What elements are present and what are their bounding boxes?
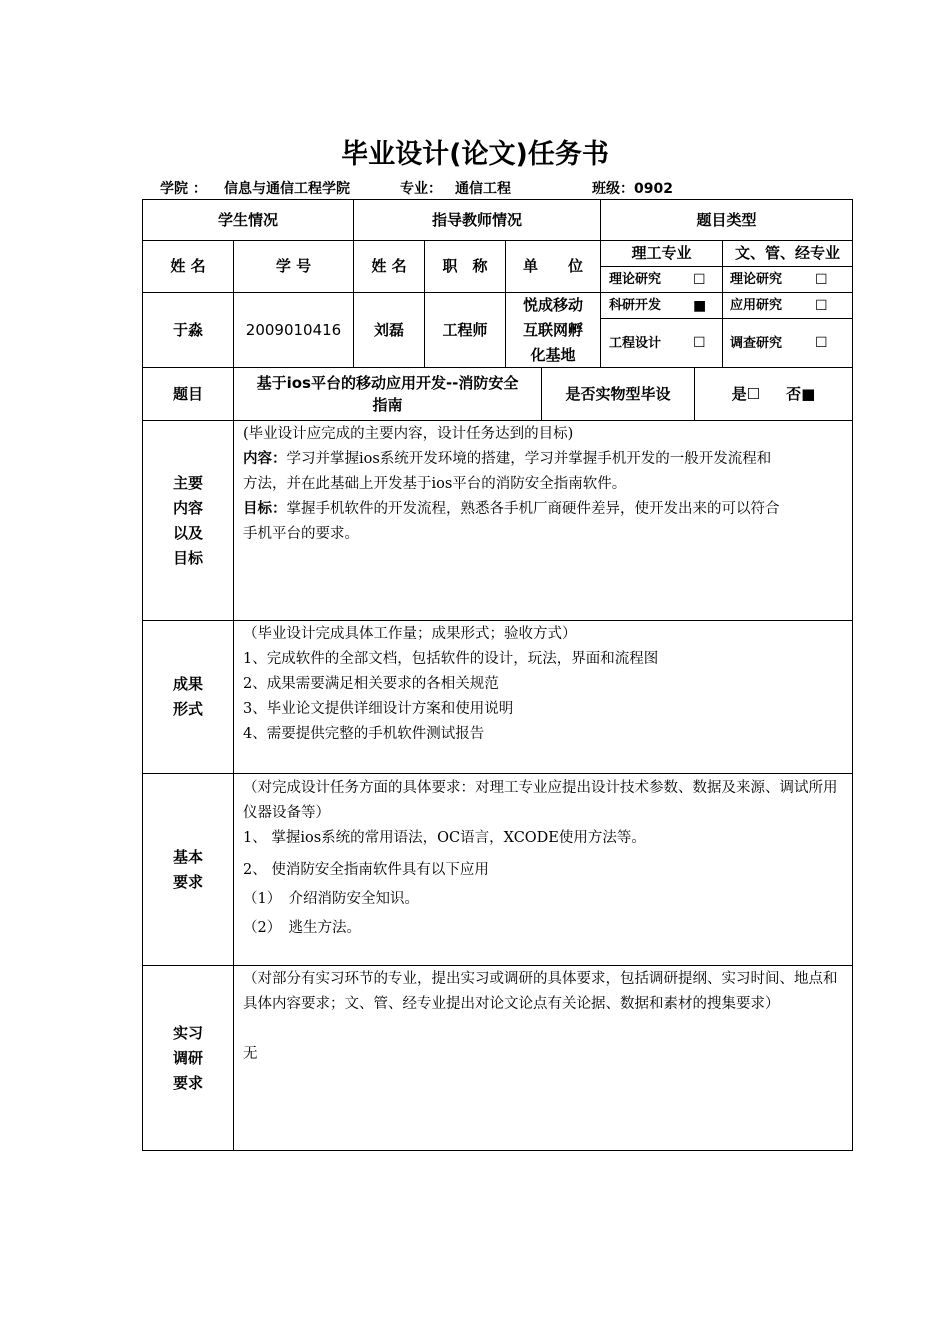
main-label-line: 以及 — [172, 523, 203, 542]
requirements-note-line2: 仪器设备等） — [243, 805, 330, 821]
page-title: 毕业设计(论文)任务书 — [341, 139, 609, 170]
internship-content: 无 — [243, 1046, 258, 1062]
results-label — [143, 621, 233, 773]
college-value: 信息与通信工程学院 — [224, 181, 350, 197]
advisor-name: 刘磊 — [373, 320, 404, 339]
results-label-line: 成果 — [172, 675, 203, 693]
goal-line1: 掌握手机软件的开发流程，熟悉各手机厂商硬件差异，使开发出来的可以符合 — [286, 501, 780, 517]
main-label-line: 目标 — [172, 548, 203, 567]
col-liberal: 文、管、经专业 — [734, 244, 840, 262]
student-name: 于淼 — [172, 320, 203, 339]
requirements-label-line: 基本 — [172, 847, 203, 866]
goal-label: 目标： — [243, 501, 287, 517]
type-sci-research: 科研开发 — [609, 298, 662, 313]
advisor-unit-line: 悦成移动 — [522, 295, 583, 314]
internship-label-line: 实习 — [172, 1023, 203, 1042]
main-content — [243, 447, 848, 472]
type-lib-theory: 理论研究 — [730, 272, 783, 287]
section-student: 学生情况 — [217, 210, 278, 229]
col-advisor-unit: 单 位 — [522, 257, 583, 275]
requirements-body — [243, 776, 848, 941]
topic-text-line: 指南 — [372, 396, 403, 414]
requirements-item2: 2、 使消防安全指南软件具有以下应用 — [243, 862, 489, 878]
type-sci-theory: 理论研究 — [609, 272, 662, 287]
checkbox-lib-survey[interactable]: ☐ — [815, 335, 828, 351]
checkbox-sci-engineering[interactable]: ☐ — [693, 335, 706, 351]
student-id: 2009010416 — [245, 320, 342, 339]
col-science: 理工专业 — [631, 244, 692, 262]
content-line1: 学习并掌握ios系统开发环境的搭建，学习并掌握手机开发的一般开发流程和 — [286, 451, 772, 467]
internship-label-line: 要求 — [172, 1073, 203, 1092]
advisor-unit — [506, 293, 600, 367]
physical-label: 是否实物型毕设 — [565, 384, 671, 403]
col-student-id: 学 号 — [275, 257, 312, 275]
type-lib-applied: 应用研究 — [730, 298, 783, 313]
internship-label — [143, 966, 233, 1150]
results-body — [243, 622, 848, 747]
major-label: 专业： — [400, 181, 442, 197]
advisor-unit-line: 互联网孵 — [522, 320, 583, 339]
internship-label-line: 调研 — [172, 1048, 203, 1067]
main-label — [143, 421, 233, 620]
college-label: 学院 ： — [160, 181, 207, 197]
section-advisor: 指导教师情况 — [431, 210, 522, 229]
col-student-name: 姓 名 — [170, 257, 206, 275]
main-body — [243, 422, 848, 547]
results-item: 1、完成软件的全部文档，包括软件的设计，玩法，界面和流程图 — [243, 651, 659, 667]
checkbox-lib-applied[interactable]: ☐ — [815, 298, 828, 314]
class-label: 班级：0902 — [592, 181, 673, 197]
section-topic-type: 题目类型 — [696, 210, 757, 229]
type-lib-survey: 调查研究 — [730, 335, 783, 351]
content-label: 内容： — [243, 451, 287, 467]
requirements-sub1: （1） 介绍消防安全知识。 — [243, 891, 419, 907]
internship-note-line2: 具体内容要求；文、管、经专业提出对论文论点有关论据、数据和素材的搜集要求） — [243, 996, 780, 1012]
results-item: 4、需要提供完整的手机软件测试报告 — [243, 726, 485, 742]
physical-options — [695, 368, 852, 420]
main-label-line: 主要 — [172, 473, 203, 492]
physical-yes[interactable]: 是☐ — [731, 384, 761, 403]
main-goal — [243, 497, 848, 522]
type-sci-engineering: 工程设计 — [609, 335, 662, 351]
requirements-item1: 1、 掌握ios系统的常用语法，OC语言，XCODE使用方法等。 — [243, 830, 646, 846]
results-note: （毕业设计完成具体工作量；成果形式；验收方式） — [243, 626, 577, 642]
topic-text-line: 基于ios平台的移动应用开发--消防安全 — [256, 374, 519, 392]
checkbox-sci-research[interactable]: ■ — [693, 298, 707, 314]
checkbox-lib-theory[interactable]: ☐ — [815, 272, 828, 288]
checkbox-sci-theory[interactable]: ☐ — [693, 272, 706, 288]
header-info — [0, 178, 950, 198]
advisor-title: 工程师 — [442, 320, 488, 339]
topic-label: 题目 — [172, 384, 203, 403]
requirements-sub2: （2） 逃生方法。 — [243, 920, 361, 936]
requirements-note-line1: （对完成设计任务方面的具体要求：对理工专业应提出设计技术参数、数据及来源、调试所用 — [243, 780, 838, 796]
main-note: (毕业设计应完成的主要内容，设计任务达到的目标) — [243, 426, 574, 442]
topic-text — [234, 368, 541, 420]
internship-note-line1: （对部分有实习环节的专业，提出实习或调研的具体要求，包括调研提纲、实习时间、地点和 — [243, 971, 838, 987]
goal-line2: 手机平台的要求。 — [243, 526, 359, 542]
main-label-line: 内容 — [172, 498, 203, 517]
requirements-label-line: 要求 — [172, 872, 203, 891]
results-item: 2、成果需要满足相关要求的各相关规范 — [243, 676, 499, 692]
col-advisor-title: 职 称 — [442, 257, 488, 275]
content-line2: 方法，并在此基础上开发基于ios平台的消防安全指南软件。 — [243, 476, 627, 492]
requirements-label — [143, 774, 233, 965]
major-value: 通信工程 — [455, 181, 511, 197]
physical-no[interactable]: 否■ — [786, 384, 816, 403]
results-item: 3、毕业论文提供详细设计方案和使用说明 — [243, 701, 514, 717]
internship-body — [243, 967, 848, 1067]
results-label-line: 形式 — [172, 700, 203, 718]
col-advisor-name: 姓 名 — [371, 257, 407, 275]
advisor-unit-line: 化基地 — [530, 345, 576, 364]
